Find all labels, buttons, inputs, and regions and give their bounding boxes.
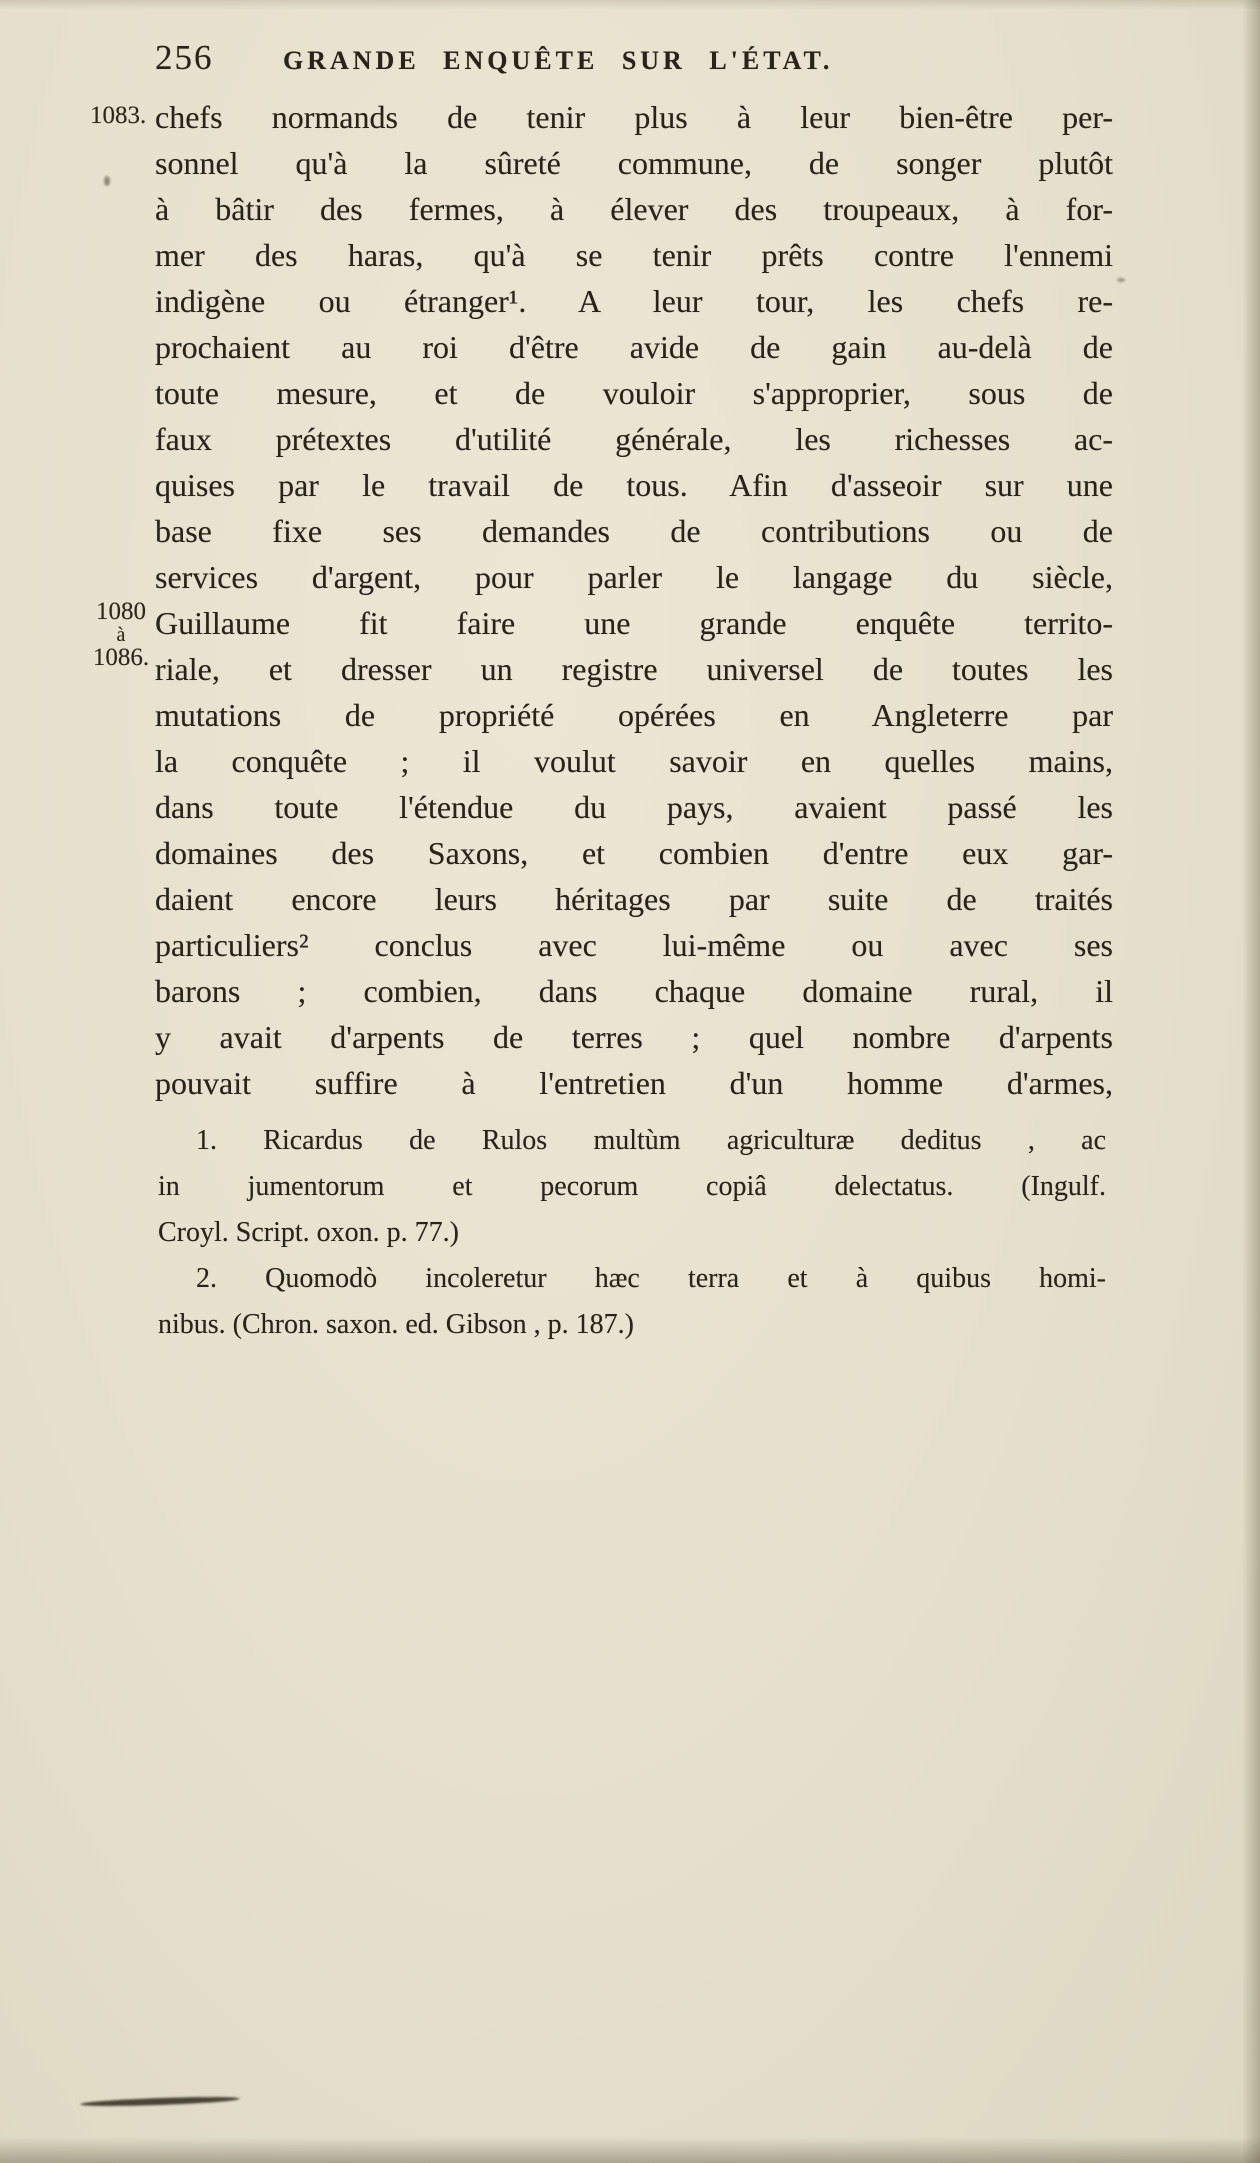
body-line: y avait d'arpents de terres ; quel nombre d'arpents — [155, 1019, 1113, 1055]
margin-note-range-end: 1086. — [92, 644, 150, 671]
scan-edge-shadow-top — [0, 0, 1260, 10]
body-line: toute mesure, et de vouloir s'approprier, sous de — [155, 375, 1113, 411]
body-line: faux prétextes d'utilité générale, les richesses ac- — [155, 421, 1113, 457]
body-line: la conquête ; il voulut savoir en quelles mains, — [155, 743, 1113, 779]
body-line: daient encore leurs héritages par suite de traités — [155, 881, 1113, 917]
footnote-line: 2. Quomodò incoleretur hæc terra et à quibus homi- — [196, 1263, 1106, 1294]
body-line: à bâtir des fermes, à élever des troupeaux, à for- — [155, 191, 1113, 227]
scan-artifact-speck — [104, 176, 110, 186]
body-line: quises par le travail de tous. Afin d'asseoir sur une — [155, 467, 1113, 503]
body-line: barons ; combien, dans chaque domaine rural, il — [155, 973, 1113, 1009]
body-line: services d'argent, pour parler le langage du siècle, — [155, 559, 1113, 595]
body-line: riale, et dresser un registre universel de toutes les — [155, 651, 1113, 687]
body-line: Guillaume fit faire une grande enquête territo- — [155, 605, 1113, 641]
margin-note-year: 1083. — [90, 102, 147, 129]
scan-artifact-speck — [1117, 278, 1125, 282]
margin-note-range-connector: à — [116, 624, 126, 646]
body-text — [155, 94, 1113, 1106]
footnotes — [158, 1118, 1106, 1348]
body-line: dans toute l'étendue du pays, avaient passé les — [155, 789, 1113, 825]
body-line: mer des haras, qu'à se tenir prêts contre l'ennemi — [155, 237, 1113, 273]
body-line: sonnel qu'à la sûreté commune, de songer plutôt — [155, 145, 1113, 181]
body-line: chefs normands de tenir plus à leur bien-être per- — [155, 99, 1113, 135]
scan-edge-shadow-bottom — [0, 2137, 1260, 2163]
body-line: domaines des Saxons, et combien d'entre eux gar- — [155, 835, 1113, 871]
running-title: GRANDE ENQUÊTE SUR L'ÉTAT. — [283, 46, 834, 75]
margin-note-year-range — [86, 600, 156, 670]
footnote-line: 1. Ricardus de Rulos multùm agriculturæ deditus , ac — [196, 1125, 1106, 1156]
body-line: mutations de propriété opérées en Angleterre par — [155, 697, 1113, 733]
scan-edge-shadow-right — [1242, 0, 1260, 2163]
margin-note-range-start: 1080 — [96, 598, 146, 625]
footnote-line: in jumentorum et pecorum copiâ delectatus. (Ingulf. — [158, 1171, 1106, 1202]
footnote-line: Croyl. Script. oxon. p. 77.) — [158, 1217, 459, 1248]
body-line: base fixe ses demandes de contributions ou de — [155, 513, 1113, 549]
page-number: 256 — [155, 38, 214, 77]
scan-artifact-blot — [80, 2095, 240, 2108]
body-line: pouvait suffire à l'entretien d'un homme d'armes, — [155, 1065, 1113, 1101]
footnote-line: nibus. (Chron. saxon. ed. Gibson , p. 187.) — [158, 1309, 634, 1340]
body-line: particuliers² conclus avec lui-même ou avec ses — [155, 927, 1113, 963]
body-line: prochaient au roi d'être avide de gain au-delà de — [155, 329, 1113, 365]
page-header — [155, 38, 1110, 88]
body-line: indigène ou étranger¹. A leur tour, les chefs re- — [155, 283, 1113, 319]
